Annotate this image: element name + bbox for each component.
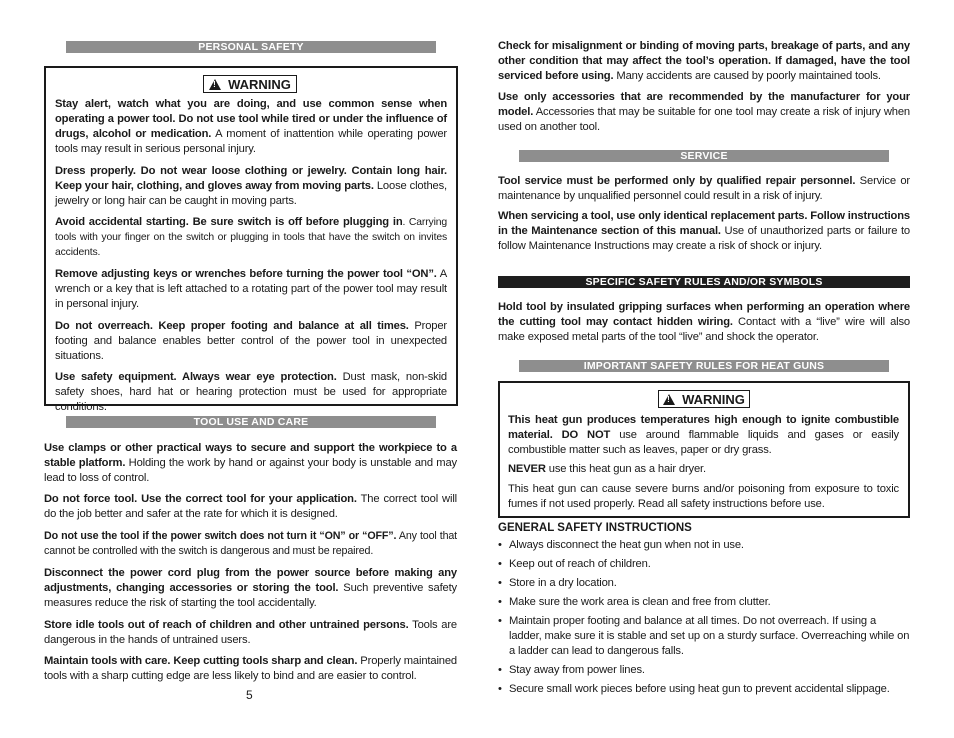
sv-text-1: Use of unauthorized parts or failure to follow Maintenance Instructions may create a risk of shock or injury. xyxy=(498,225,910,252)
ps-para-5 xyxy=(55,370,447,415)
ps-bold-5: Use safety equipment. Always wear eye protection. xyxy=(55,371,337,383)
ps-bold-4: Do not overreach. Keep proper footing and balance at all times. xyxy=(55,320,409,332)
general-safety-list xyxy=(498,538,910,701)
tu-bold-0: Use clamps or other practical ways to secure and support the workpiece to a stable platform. xyxy=(44,442,457,469)
ps-text-4: Proper footing and balance enables better control of the power tool in unexpected situations. xyxy=(55,320,447,362)
hw-bold-0: This heat gun produces temperatures high enough to ignite combustible material. DO NOT xyxy=(508,414,899,441)
tu-para-1 xyxy=(44,492,457,522)
ps-text-2: . Carrying tools with your finger on the switch or plugging in tools that have the switch on invites accidents. xyxy=(55,217,447,258)
hw-text-1: use this heat gun as a hair dryer. xyxy=(545,463,706,475)
sp-text-0: Contact with a “live” wire will also make exposed metal parts of the tool “live” and shock the operator. xyxy=(498,316,910,343)
tu-para-0 xyxy=(44,441,457,486)
service-header: SERVICE xyxy=(519,150,889,162)
tuc-text-0: Many accidents are caused by poorly maintained tools. xyxy=(613,70,881,82)
tuc-bold-1: Use only accessories that are recommended by the manufacturer for your model. xyxy=(498,91,910,118)
ps-bold-3: Remove adjusting keys or wrenches before turning the power tool “ON”. xyxy=(55,268,437,280)
list-item: • Maintain proper footing and balance at all times. Do not overreach. If using a ladder, make sure it is stable and set up on a sturdy surface. Overreaching while on a ladder can lead to dangerous falls. xyxy=(498,614,910,659)
ps-text-5: Dust mask, non-skid safety shoes, hard hat or hearing protection must be used for appropriate conditions. xyxy=(55,371,448,413)
warning-label-right xyxy=(658,390,750,408)
tuc-para-1 xyxy=(498,90,910,135)
hw-para-2 xyxy=(508,482,899,512)
heat-gun-header: IMPORTANT SAFETY RULES FOR HEAT GUNS xyxy=(519,360,889,372)
tu-para-5 xyxy=(44,654,457,684)
ps-bold-2: Avoid accidental starting. Be sure switch is off before plugging in xyxy=(55,216,403,228)
hw-text-2: This heat gun can cause severe burns and/or poisoning from exposure to toxic fumes if not used properly. Read all safety instructions before use. xyxy=(508,483,899,510)
hw-para-1 xyxy=(508,462,899,477)
tuc-text-1: Accessories that may be suitable for one tool may create a risk of injury when used on another tool. xyxy=(498,106,910,133)
ps-bold-0: Stay alert, watch what you are doing, and use common sense when operating a power tool. Do not use tool while tired or under the influence of drugs, alcohol or medication. xyxy=(55,98,447,140)
tu-text-2: Any tool that cannot be controlled with the switch is dangerous and must be repaired. xyxy=(44,530,457,557)
page-number: 5 xyxy=(246,688,253,702)
list-item: • Always disconnect the heat gun when not in use. xyxy=(498,538,910,553)
hw-para-0 xyxy=(508,413,899,458)
sv-para-1 xyxy=(498,209,910,254)
warning-text: WARNING xyxy=(228,77,291,92)
warning-text: WARNING xyxy=(682,392,745,407)
personal-safety-header: PERSONAL SAFETY xyxy=(66,41,436,53)
ps-text-3: A wrench or a key that is left attached to a rotating part of the power tool may result in personal injury. xyxy=(55,268,448,310)
list-item: • Store in a dry location. xyxy=(498,576,910,591)
tu-text-4: Tools are dangerous in the hands of untrained users. xyxy=(44,619,457,646)
tu-bold-1: Do not force tool. Use the correct tool for your application. xyxy=(44,493,357,505)
list-item: • Make sure the work area is clean and free from clutter. xyxy=(498,595,910,610)
sv-bold-1: When servicing a tool, use only identical replacement parts. Follow instructions in the Maintenance section of this manual. xyxy=(498,210,910,237)
ps-bold-1: Dress properly. Do not wear loose clothing or jewelry. Contain long hair. Keep your hair, clothing, and gloves away from moving parts. xyxy=(55,165,447,192)
tu-text-0: Holding the work by hand or against your body is unstable and may lead to loss of control. xyxy=(44,457,457,484)
ps-para-3 xyxy=(55,267,447,312)
sv-bold-0: Tool service must be performed only by qualified repair personnel. xyxy=(498,175,856,187)
sv-text-0: Service or maintenance by unqualified personnel could result in a risk of injury. xyxy=(498,175,910,202)
tu-bold-2: Do not use the tool if the power switch does not turn it “ON” or “OFF”. xyxy=(44,530,397,542)
ps-para-0 xyxy=(55,97,447,157)
ps-para-4 xyxy=(55,319,447,364)
tu-text-1: The correct tool will do the job better and safer at the rate for which it is designed. xyxy=(44,493,457,520)
tu-text-5: Properly maintained tools with a sharp cutting edge are less likely to bind and are easier to control. xyxy=(44,655,457,682)
tool-use-header: TOOL USE AND CARE xyxy=(66,416,436,428)
warning-label-left xyxy=(203,75,297,93)
sv-para-0 xyxy=(498,174,910,204)
specific-safety-header: SPECIFIC SAFETY RULES AND/OR SYMBOLS xyxy=(498,276,910,288)
general-safety-title: GENERAL SAFETY INSTRUCTIONS xyxy=(498,522,692,534)
list-item: • Keep out of reach of children. xyxy=(498,557,910,572)
tu-text-3: Such preventive safety measures reduce the risk of starting the tool accidentally. xyxy=(44,582,458,609)
sp-bold-0: Hold tool by insulated gripping surfaces when performing an operation where the cutting tool may contact hidden wiring. xyxy=(498,301,910,328)
warning-triangle-icon xyxy=(663,394,675,405)
hw-text-0: use around flammable liquids and gases or easily combustible matter such as leaves, paper or dry grass. xyxy=(508,429,900,456)
tuc-bold-0: Check for misalignment or binding of moving parts, breakage of parts, and any other condition that may affect the tool’s operation. If damaged, have the tool serviced before using. xyxy=(498,40,910,82)
list-item: • Secure small work pieces before using heat gun to prevent accidental slippage. xyxy=(498,682,910,697)
tu-para-3 xyxy=(44,566,457,611)
tu-bold-5: Maintain tools with care. Keep cutting tools sharp and clean. xyxy=(44,655,358,667)
tu-bold-4: Store idle tools out of reach of children and other untrained persons. xyxy=(44,619,409,631)
list-item: • Stay away from power lines. xyxy=(498,663,910,678)
hw-bold-1: NEVER xyxy=(508,463,546,475)
ps-text-0: A moment of inattention while operating power tools may result in serious personal injury. xyxy=(55,128,447,155)
ps-text-1: Loose clothes, jewelry or long hair can be caught in moving parts. xyxy=(55,180,447,207)
warning-triangle-icon xyxy=(209,79,221,90)
tu-bold-3: Disconnect the power cord plug from the power source before making any adjustments, changing accessories or storing the tool. xyxy=(44,567,457,594)
tu-para-4 xyxy=(44,618,457,648)
ps-para-2 xyxy=(55,215,447,260)
sp-para-0 xyxy=(498,300,910,345)
tu-para-2 xyxy=(44,529,457,559)
ps-para-1 xyxy=(55,164,447,209)
tuc-para-0 xyxy=(498,39,910,84)
